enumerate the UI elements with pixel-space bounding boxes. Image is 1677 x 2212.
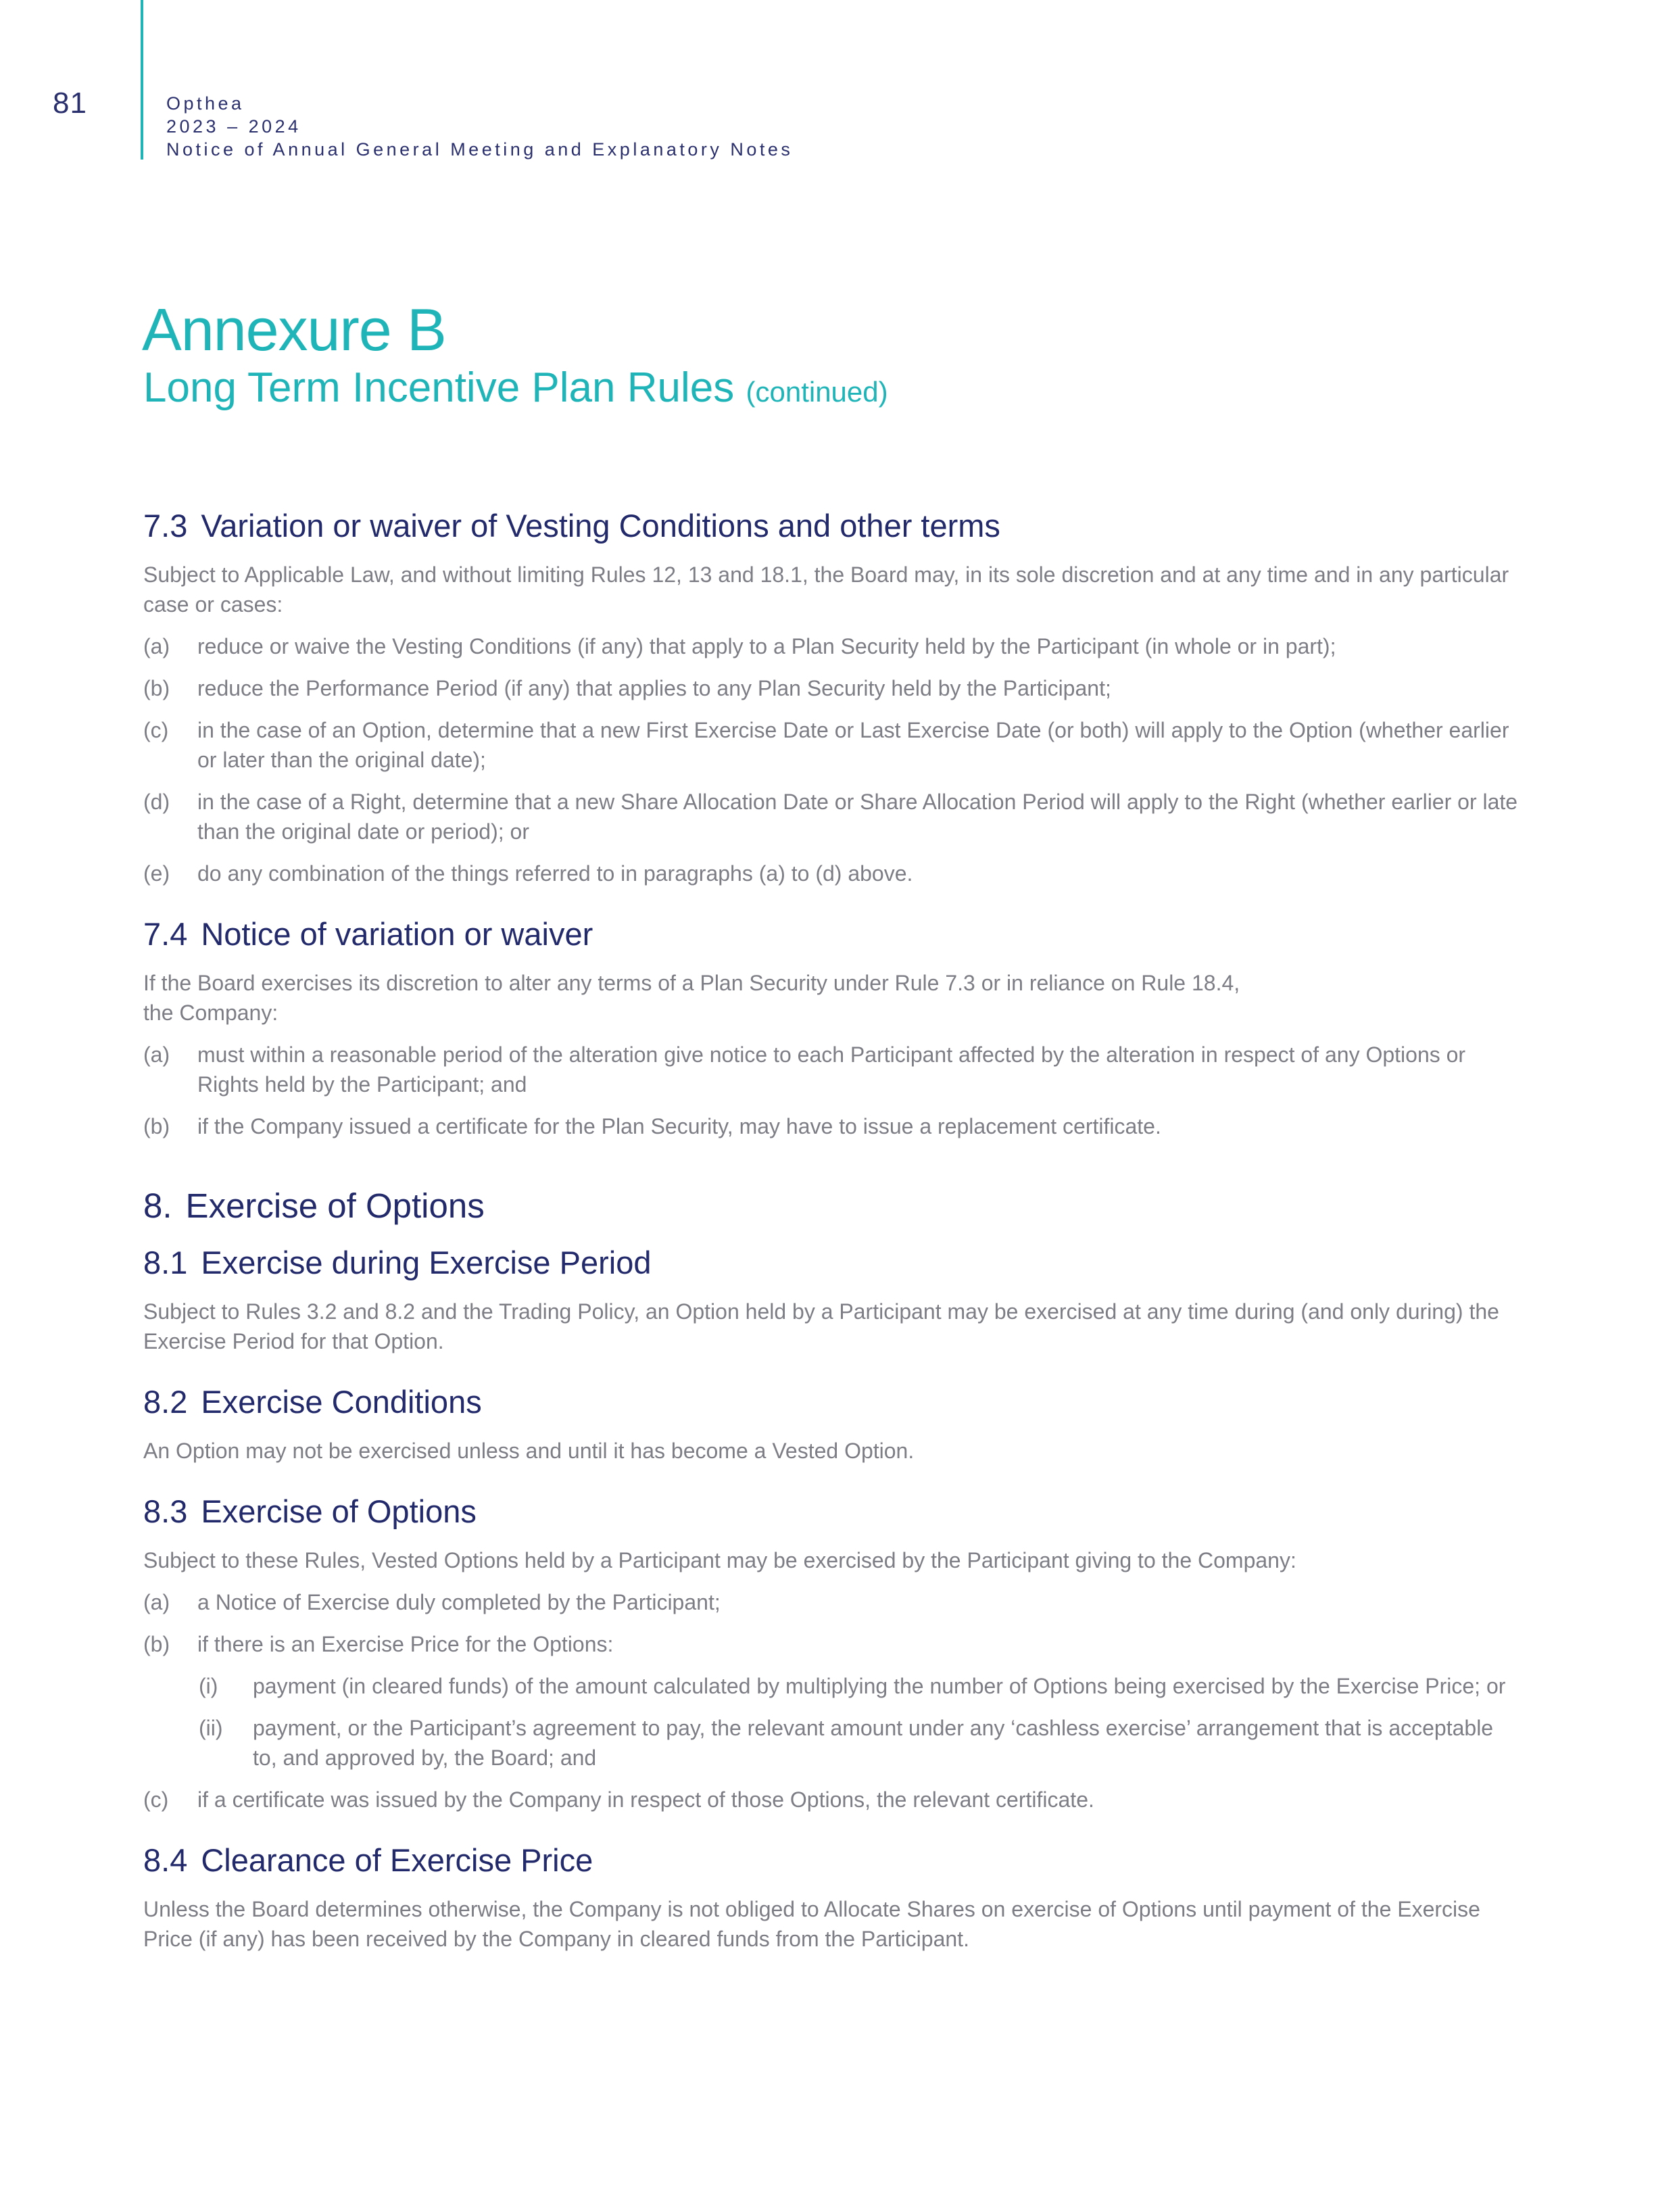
- subtitle-text: Long Term Incentive Plan Rules: [143, 364, 735, 411]
- list-item: [143, 1785, 1522, 1814]
- section-8-4: [143, 1840, 1522, 1954]
- section-number: 8.1: [143, 1245, 188, 1280]
- section-heading: [143, 1243, 1522, 1283]
- item-text: if there is an Exercise Price for the Options:: [197, 1632, 614, 1656]
- list-item: [143, 1629, 1522, 1659]
- section-7-4: [143, 914, 1522, 1141]
- item-label: (b): [143, 1632, 170, 1656]
- section-8-2: [143, 1382, 1522, 1466]
- list-item: [143, 1111, 1522, 1141]
- section-7-3: [143, 506, 1522, 888]
- item-label: (a): [143, 1590, 170, 1614]
- section-title: Notice of variation or waiver: [201, 916, 593, 952]
- main-content: [143, 506, 1522, 1954]
- running-header: [166, 92, 793, 161]
- item-text: reduce the Performance Period (if any) that applies to any Plan Security held by the Participant;: [197, 676, 1111, 700]
- item-text: in the case of an Option, determine that a new First Exercise Date or Last Exercise Date (or both) will apply to the Option (whether earlier or later than the original date);: [197, 718, 1509, 772]
- section-title: Variation or waiver of Vesting Conditions and other terms: [201, 508, 1000, 544]
- annexure-subtitle: [143, 362, 888, 418]
- section-intro: [143, 968, 1522, 1028]
- section-number: 7.3: [143, 508, 188, 544]
- intro-line: If the Board exercises its discretion to alter any terms of a Plan Security under Rule 7.3 or in reliance on Rule 18.4,: [143, 971, 1240, 995]
- section-intro: Subject to Applicable Law, and without limiting Rules 12, 13 and 18.1, the Board may, in its sole discretion and at any time and in any particular case or cases:: [143, 562, 1509, 617]
- sub-list-item: [143, 1671, 1522, 1701]
- continued-label: (continued): [746, 376, 888, 408]
- section-8-1: [143, 1243, 1522, 1356]
- section-8-3: [143, 1491, 1522, 1814]
- list-item: [143, 715, 1522, 775]
- section-number: 8.2: [143, 1384, 188, 1420]
- item-text: reduce or waive the Vesting Conditions (if any) that apply to a Plan Security held by the Participant (in whole or in part);: [197, 634, 1336, 658]
- item-label: (b): [143, 676, 170, 700]
- section-intro: Subject to these Rules, Vested Options held by a Participant may be exercised by the Participant giving to the Company:: [143, 1548, 1296, 1572]
- header-divider: [141, 0, 143, 160]
- section-number: 8.4: [143, 1842, 188, 1878]
- chapter-heading: [143, 1184, 1522, 1228]
- item-text: in the case of a Right, determine that a new Share Allocation Date or Share Allocation Period will apply to the Right (whether earlier or late than the original date or period); or: [197, 790, 1518, 844]
- item-label: (b): [143, 1114, 170, 1138]
- section-number: 7.4: [143, 916, 188, 952]
- item-text: payment (in cleared funds) of the amount calculated by multiplying the number of Options being exercised by the Exercise Price; or: [253, 1674, 1506, 1698]
- sub-list-item: [143, 1713, 1522, 1773]
- list-item: [143, 631, 1522, 661]
- item-label: (d): [143, 790, 170, 814]
- item-label: (i): [199, 1674, 218, 1698]
- item-text: do any combination of the things referred to in paragraphs (a) to (d) above.: [197, 861, 913, 886]
- item-text: must within a reasonable period of the alteration give notice to each Participant affected by the alteration in respect of any Options or Rights held by the Participant; and: [197, 1042, 1466, 1097]
- section-body: Subject to Rules 3.2 and 8.2 and the Trading Policy, an Option held by a Participant may be exercised at any time during (and only during) the Exercise Period for that Option.: [143, 1299, 1499, 1353]
- section-body: An Option may not be exercised unless and until it has become a Vested Option.: [143, 1439, 915, 1463]
- item-text: a Notice of Exercise duly completed by the Participant;: [197, 1590, 721, 1614]
- section-heading: [143, 1382, 1522, 1422]
- item-label: (a): [143, 1042, 170, 1067]
- list-item: [143, 1040, 1522, 1099]
- item-label: (ii): [199, 1716, 223, 1740]
- header-year: 2023 – 2024: [166, 116, 301, 137]
- intro-line: the Company:: [143, 1001, 278, 1025]
- list-item: [143, 859, 1522, 888]
- item-text: if a certificate was issued by the Company in respect of those Options, the relevant certificate.: [197, 1787, 1094, 1812]
- header-document-title: Notice of Annual General Meeting and Explanatory Notes: [166, 139, 794, 160]
- section-heading: [143, 506, 1522, 546]
- chapter-title: Exercise of Options: [185, 1186, 485, 1225]
- item-label: (a): [143, 634, 170, 658]
- item-text: if the Company issued a certificate for the Plan Security, may have to issue a replacement certificate.: [197, 1114, 1161, 1138]
- section-title: Exercise Conditions: [201, 1384, 482, 1420]
- item-label: (c): [143, 718, 169, 742]
- chapter-number: 8.: [143, 1186, 172, 1225]
- section-heading: [143, 1840, 1522, 1881]
- item-text: payment, or the Participant’s agreement to pay, the relevant amount under any ‘cashless exercise’ arrangement that is acceptable to, and approved by, the Board; and: [253, 1716, 1494, 1770]
- section-body: Unless the Board determines otherwise, the Company is not obliged to Allocate Shares on exercise of Options until payment of the Exercise Price (if any) has been received by the Company in cleared funds from the Participant.: [143, 1897, 1480, 1951]
- page-number: 81: [53, 87, 87, 120]
- list-item: [143, 1587, 1522, 1617]
- list-item: [143, 787, 1522, 846]
- section-number: 8.3: [143, 1493, 188, 1529]
- section-title: Exercise during Exercise Period: [201, 1245, 652, 1280]
- section-title: Clearance of Exercise Price: [201, 1842, 593, 1878]
- item-label: (c): [143, 1787, 169, 1812]
- header-company: Opthea: [166, 93, 245, 114]
- item-label: (e): [143, 861, 170, 886]
- section-title: Exercise of Options: [201, 1493, 477, 1529]
- list-item: [143, 673, 1522, 703]
- section-heading: [143, 1491, 1522, 1532]
- section-heading: [143, 914, 1522, 955]
- annexure-title: Annexure B: [142, 296, 446, 363]
